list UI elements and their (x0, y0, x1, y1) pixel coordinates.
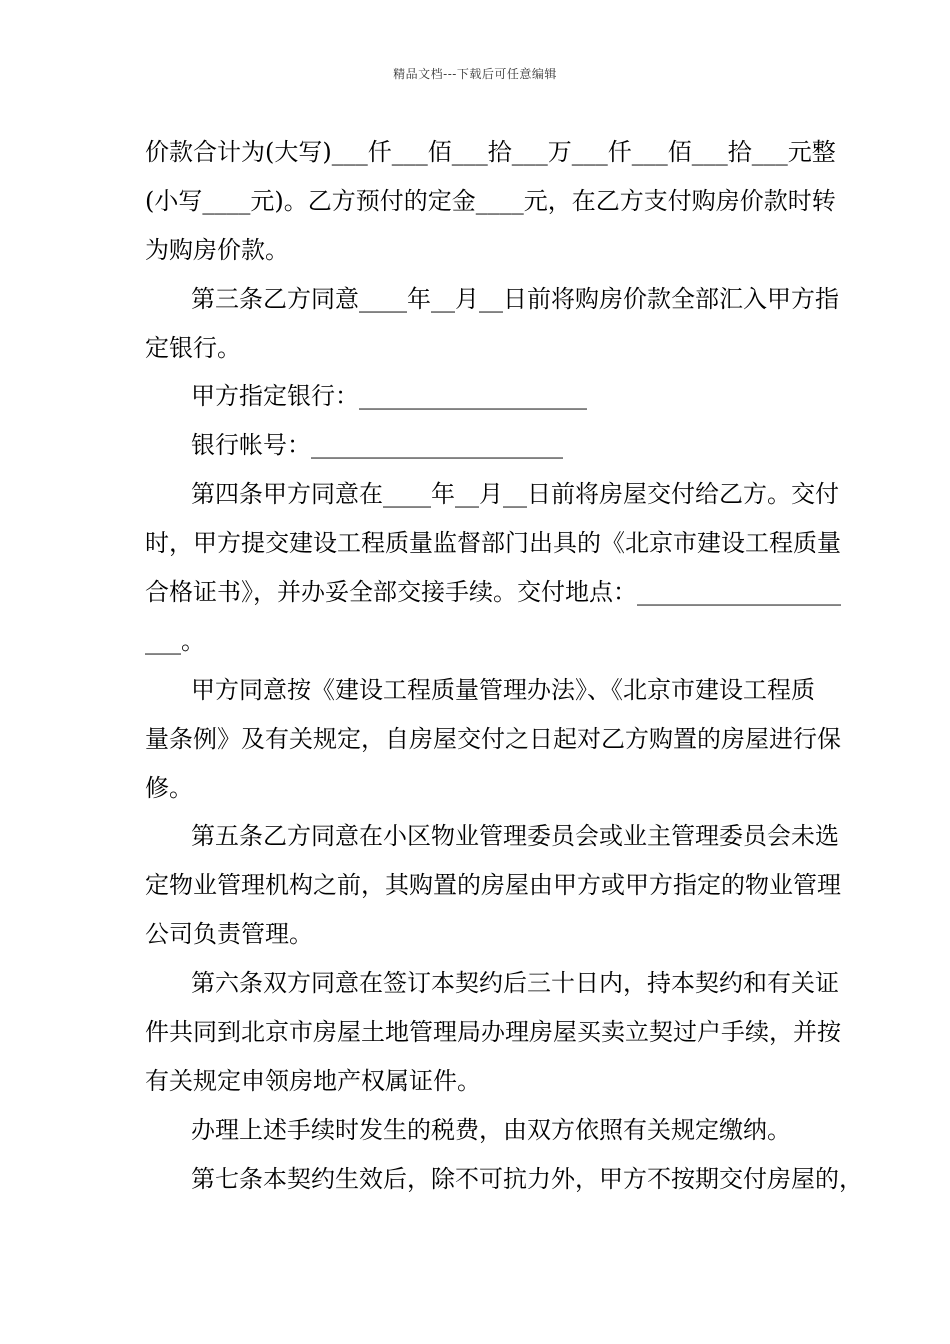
text-line: 银行帐号：_____________________ (191, 431, 563, 460)
text-line: 为购房价款。 (145, 235, 289, 264)
page-header: 精品文档---下载后可任意编辑 (393, 67, 557, 81)
text-line: 第六条双方同意在签订本契约后三十日内，持本契约和有关证 (191, 969, 839, 998)
text-line: 定物业管理机构之前，其购置的房屋由甲方或甲方指定的物业管理 (145, 871, 841, 900)
text-line: 第四条甲方同意在____年__月__日前将房屋交付给乙方。交付 (191, 480, 839, 509)
text-line: 甲方同意按《建设工程质量管理办法》、《北京市建设工程质 (191, 675, 815, 704)
text-line: 件共同到北京市房屋土地管理局办理房屋买卖立契过户手续，并按 (145, 1018, 841, 1047)
text-line: 办理上述手续时发生的税费，由双方依照有关规定缴纳。 (191, 1115, 791, 1144)
text-line: 第五条乙方同意在小区物业管理委员会或业主管理委员会未选 (191, 822, 839, 851)
text-line: 公司负责管理。 (145, 920, 313, 949)
text-line: 定银行。 (145, 333, 241, 362)
text-line: 价款合计为(大写)___仟___佰___拾___万___仟___佰___拾___元整 (145, 138, 836, 166)
text-line: 合格证书》，并办妥全部交接手续。交付地点：_________________ (145, 578, 841, 607)
text-line: 甲方指定银行：___________________ (191, 382, 587, 411)
text-line: 有关规定申领房地产权属证件。 (145, 1066, 481, 1095)
text-line: 时，甲方提交建设工程质量监督部门出具的《北京市建设工程质量 (145, 529, 841, 558)
document-body (145, 128, 863, 1204)
text-line: (小写____元)。乙方预付的定金____元，在乙方支付购房价款时转 (145, 186, 836, 215)
text-line: 修。 (145, 773, 193, 802)
text-line: ___。 (145, 626, 205, 655)
text-line: 第三条乙方同意____年__月__日前将购房价款全部汇入甲方指 (191, 284, 839, 313)
text-line: 第七条本契约生效后，除不可抗力外，甲方不按期交付房屋的， (191, 1164, 863, 1193)
text-line: 量条例》及有关规定，自房屋交付之日起对乙方购置的房屋进行保 (145, 724, 841, 753)
